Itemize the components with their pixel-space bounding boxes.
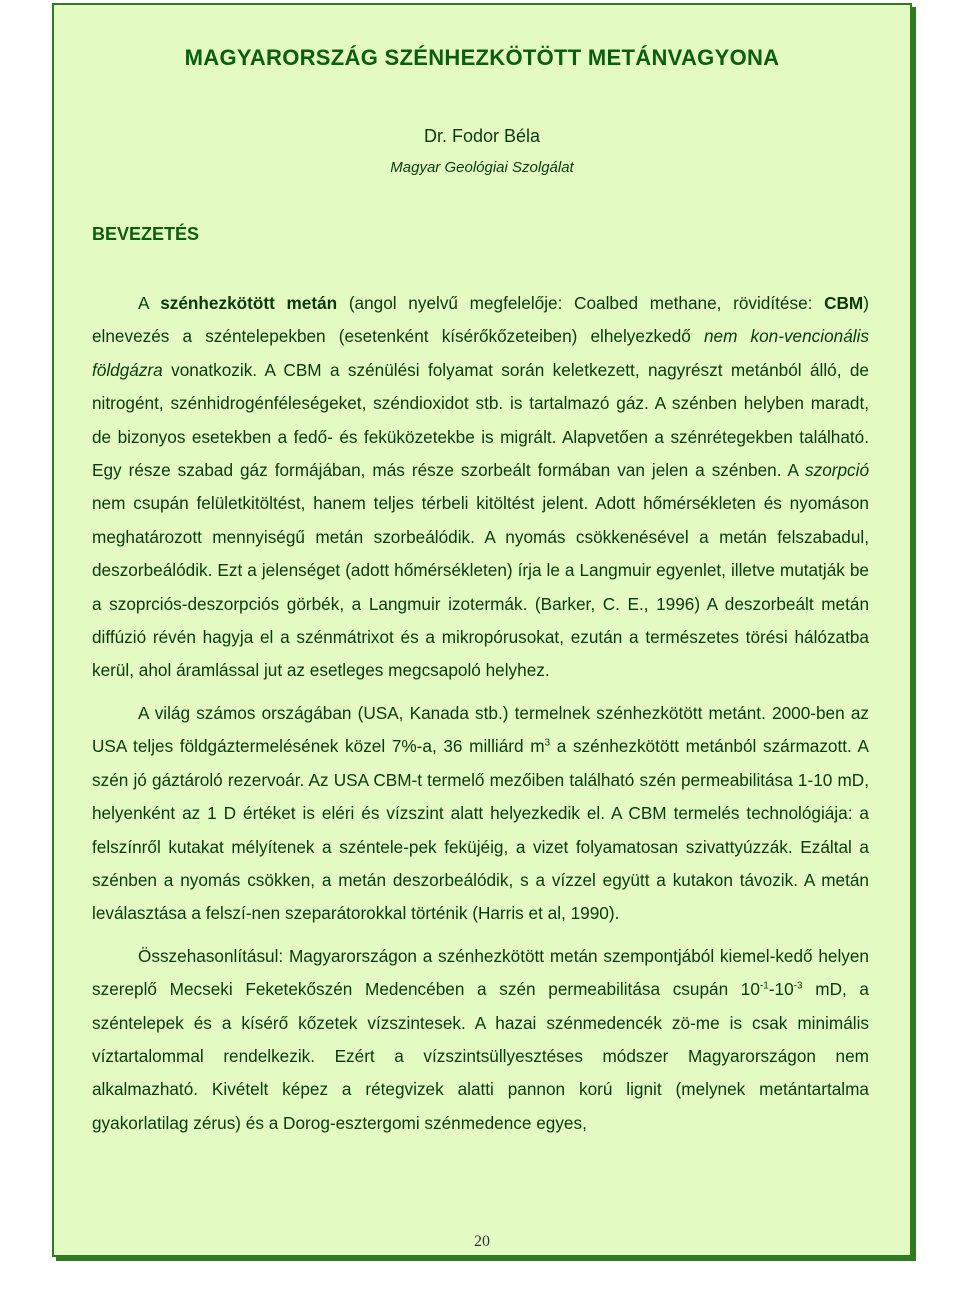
text-run: CBM (824, 293, 864, 313)
paragraph (92, 287, 869, 688)
text-run: 3 (544, 737, 551, 749)
text-run: -1 (759, 980, 769, 992)
author-name: Dr. Fodor Béla (423, 126, 541, 146)
text-run: A (138, 293, 161, 313)
section-heading: BEVEZETÉS (92, 224, 200, 244)
text-run: a szénhezkötött metánból származott. A szén jó gáztároló rezervoár. Az USA CBM-t termelő mezőiben található szén permeabilitása 1-10 mD, helyenként az 1 D értéket is eléri és vízszint alatt helyezkedik el. A CBM termelés technológiája: a felszínről kutakat mélyítenek a széntele-pek feküjéig, a vizet folyamatosan szivattyúzzák. Ezáltal a szénben a nyomás csökken, a metán deszorbeálódik, s a vízzel együtt a kutakon távozik. A metán leválasztása a felszí-nen szeparátorokkal történik (Harris et al, 1990). (92, 736, 869, 924)
text-run: szénhezkötött metán (160, 293, 338, 313)
text-run: nem kon-vencionális földgázra (92, 326, 869, 380)
text-run: nem csupán felületkitöltést, hanem teljes térbeli kitöltést jelent. Adott hőmérsékleten és nyomáson meghatározott mennyiségű metán szorbeálódik. A nyomás csökkenésével a metán felszabadul, deszorbeálódik. Ezt a jelenséget (adott hőmérsékleten) írja le a Langmuir egyenlet, illetve mutatják be a szoprciós-deszorpciós görbék, a Langmuir izotermák. (Barker, C. E., 1996) A deszorbeált metán diffúzió révén hagyja el a szénmátrixot és a mikropórusokat, ezután a természetes törési hálózatba kerül, ahol áramlással jut az esetleges megcsapoló helyhez. (92, 493, 869, 681)
paragraph (92, 940, 869, 1140)
text-run: -3 (793, 980, 803, 992)
text-run: szorpció (805, 460, 869, 481)
text-run: vonatkozik. A CBM a szénülési folyamat során keletkezett, nagyrészt metánból álló, de nitrogént, szénhidrogénféleségeket, széndioxidot stb. is tartalmazó gáz. A szénben helyben maradt, de bizonyos esetekben a fedő- és feküközetekbe is migrált. Alapvetően a szénrétegekben található. Egy része szabad gáz formájában, más része szorbeált formában van jelen a szénben. A (92, 359, 869, 481)
text-run: mD, a széntelepek és a kísérő kőzetek vízszintesek. A hazai szénmedencék zö-me is csak minimális víztartalommal rendelkezik. Ezért a vízszintsüllyesztéses módszer Magyarországon nem alkalmazható. Kivételt képez a rétegvizek alatti pannon korú lignit (melynek metántartalma gyakorlatilag zérus) és a Dorog-esztergomi szénmedence egyes, (92, 979, 869, 1133)
text-run: -10 (768, 979, 794, 1000)
text-run: A világ számos országában (USA, Kanada stb.) termelnek szénhezkötött metánt. 2000-ben az USA teljes földgáztermelésének közel 7%-a, 36 milliárd m (92, 702, 869, 757)
text-run: Összehasonlításul: Magyarországon a szénhezkötött metán szempontjából kiemel-kedő helyen szereplő Mecseki Feketekőszén Medencében a szén permeabilitása csupán 10 (92, 945, 869, 1000)
document-title: MAGYARORSZÁG SZÉNHEZKÖTÖTT METÁNVAGYONA (184, 45, 780, 70)
page-number: 20 (474, 1233, 490, 1250)
paragraph (92, 697, 869, 931)
body-text (92, 287, 869, 1140)
text-run: (angol nyelvű megfelelője: Coalbed methane, rövidítése: (337, 293, 825, 313)
document-page (52, 3, 912, 1257)
text-run: ) elnevezés a széntelepekben (esetenként kísérőkőzeteiben) elhelyezkedő (92, 293, 869, 347)
author-affiliation: Magyar Geológiai Szolgálat (390, 159, 574, 176)
